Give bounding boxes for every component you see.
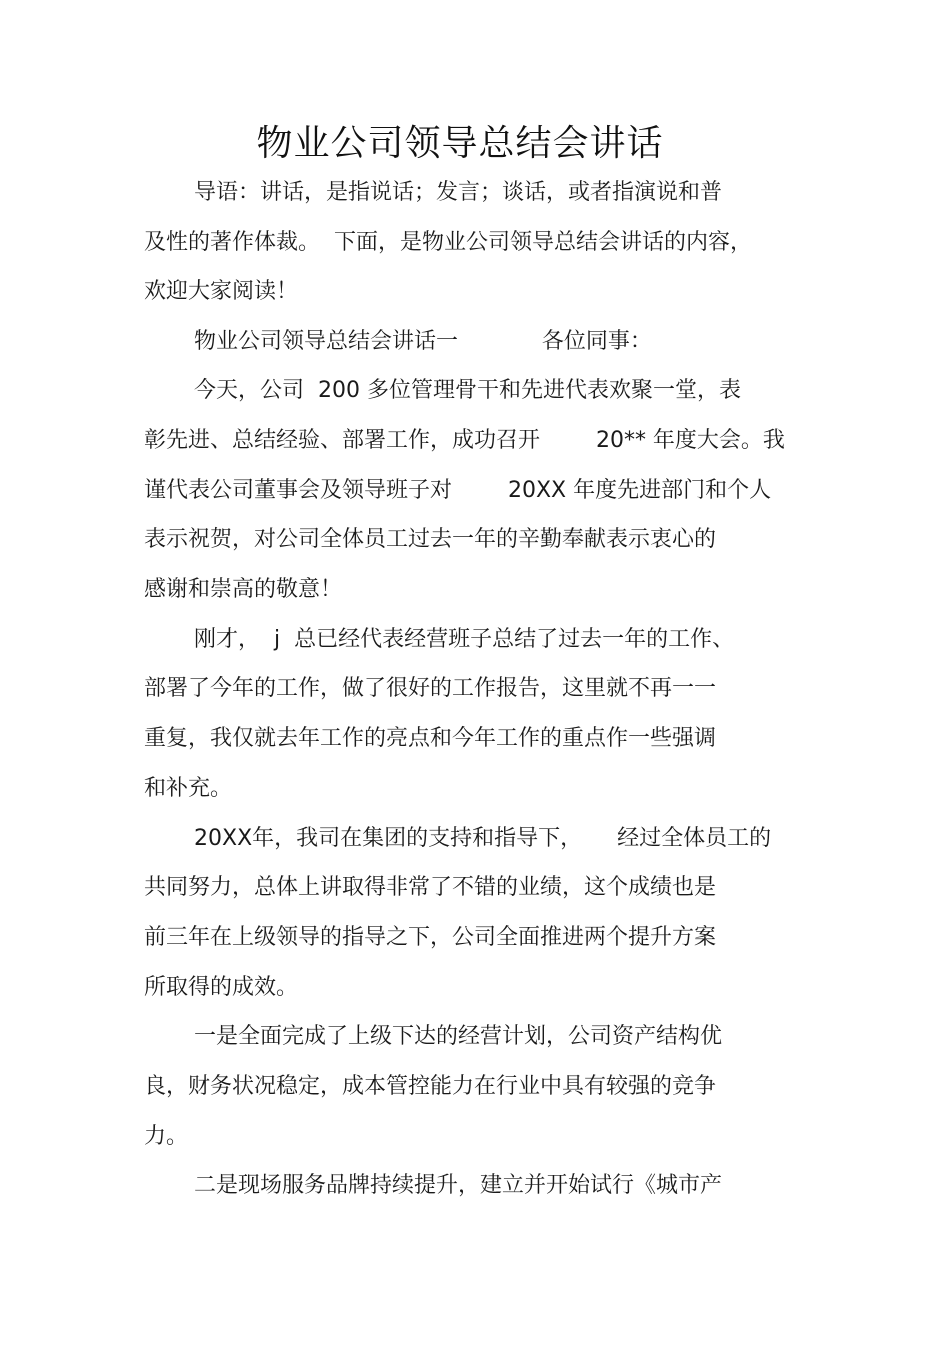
text-line: 所取得的成效。 xyxy=(144,975,299,1000)
text-line: 感谢和崇高的敬意！ xyxy=(144,577,343,602)
text-line: 二是现场服务品牌持续提升，建立并开始试行《城市产 xyxy=(194,1173,723,1198)
text-line: 一是全面完成了上级下达的经营计划，公司资产结构优 xyxy=(194,1024,723,1049)
text-line: 部署了今年的工作，做了很好的工作报告，这里就不再一一 xyxy=(144,676,717,701)
text-line: 谨代表公司董事会及领导班子对 20XX 年度先进部门和个人 xyxy=(144,478,772,503)
text-line: 共同努力，总体上讲取得非常了不错的业绩，这个成绩也是 xyxy=(144,875,717,900)
text-line: 及性的著作体裁。 下面，是物业公司领导总结会讲话的内容， xyxy=(144,230,752,255)
page-title: 物业公司领导总结会讲话 xyxy=(256,123,664,164)
text-line: 导语：讲话，是指说话；发言；谈话，或者指演说和普 xyxy=(194,180,723,205)
text-line: 力。 xyxy=(144,1124,189,1149)
section-heading: 物业公司领导总结会讲话一 各位同事： xyxy=(194,329,652,354)
text-line: 20XX年，我司在集团的支持和指导下， 经过全体员工的 xyxy=(194,826,772,851)
text-line: 重复，我仅就去年工作的亮点和今年工作的重点作一些强调 xyxy=(144,726,717,751)
text-line: 刚才， j 总已经代表经营班子总结了过去一年的工作、 xyxy=(194,627,735,652)
text-line: 今天，公司 200 多位管理骨干和先进代表欢聚一堂，表 xyxy=(194,378,741,403)
text-line: 彰先进、总结经验、部署工作，成功召开 20** 年度大会。我 xyxy=(144,428,785,453)
text-line: 前三年在上级领导的指导之下，公司全面推进两个提升方案 xyxy=(144,925,717,950)
text-line: 和补充。 xyxy=(144,776,233,801)
text-line: 欢迎大家阅读！ xyxy=(144,279,299,304)
text-line: 表示祝贺，对公司全体员工过去一年的辛勤奉献表示衷心的 xyxy=(144,527,717,552)
text-line: 良，财务状况稳定，成本管控能力在行业中具有较强的竞争 xyxy=(144,1074,717,1099)
